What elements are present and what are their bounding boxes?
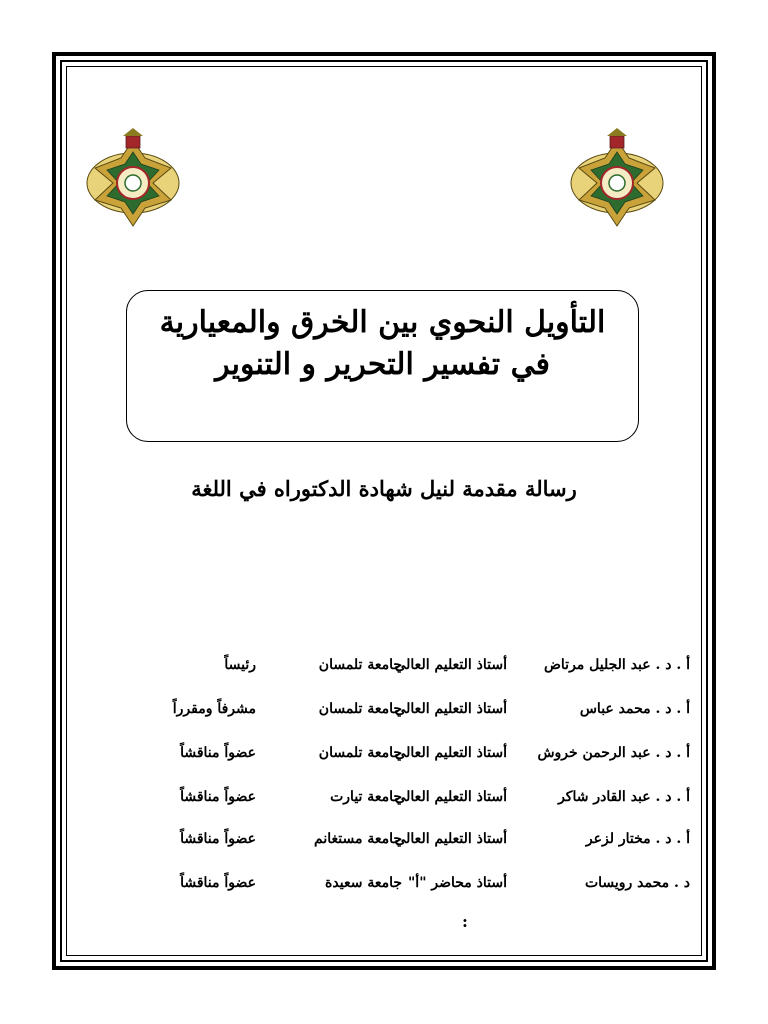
member-role: رئيساً — [224, 657, 256, 673]
member-role: عضواً مناقشاً — [180, 875, 256, 891]
member-rank: أستاذ محاضر "أ" — [408, 875, 507, 891]
committee-row — [90, 868, 690, 898]
member-university: جامعة تلمسان — [318, 701, 402, 717]
committee-row — [90, 738, 690, 768]
university-emblem-icon — [83, 128, 183, 228]
member-role: عضواً مناقشاً — [180, 789, 256, 805]
member-university: جامعة سعيدة — [325, 875, 402, 891]
thesis-title-line-1: التأويل النحوي بين الخرق والمعيارية — [159, 305, 606, 340]
member-rank: أستاذ التعليم العالي — [394, 657, 507, 673]
footer-mark: : — [462, 912, 468, 931]
member-rank: أستاذ التعليم العالي — [394, 745, 507, 761]
member-university: جامعة تلمسان — [318, 657, 402, 673]
member-name: أ . د . محمد عباس — [579, 701, 690, 717]
university-emblem-icon — [567, 128, 667, 228]
member-name: د . محمد رويسات — [584, 875, 690, 891]
member-rank: أستاذ التعليم العالي — [394, 789, 507, 805]
member-rank: أستاذ التعليم العالي — [394, 701, 507, 717]
member-name: أ . د . عبد القادر شاكر — [558, 789, 690, 805]
member-name: أ . د . مختار لزعر — [585, 831, 690, 847]
member-university: جامعة مستغانم — [314, 831, 402, 847]
member-university: جامعة تيارت — [330, 789, 402, 805]
member-rank: أستاذ التعليم العالي — [394, 831, 507, 847]
member-role: مشرفاً ومقرراً — [172, 701, 256, 717]
member-role: عضواً مناقشاً — [180, 745, 256, 761]
member-name: أ . د . عبد الجليل مرتاض — [543, 657, 690, 673]
member-name: أ . د . عبد الرحمن خروش — [537, 745, 690, 761]
committee-row — [90, 782, 690, 812]
degree-statement: رسالة مقدمة لنيل شهادة الدكتوراه في اللغة — [191, 476, 577, 501]
thesis-title-line-2: في تفسير التحرير و التنوير — [215, 347, 550, 382]
committee-row — [90, 694, 690, 724]
member-university: جامعة تلمسان — [318, 745, 402, 761]
thesis-title-box — [126, 290, 639, 442]
committee-row — [90, 824, 690, 854]
committee-row — [90, 650, 690, 680]
member-role: عضواً مناقشاً — [180, 831, 256, 847]
